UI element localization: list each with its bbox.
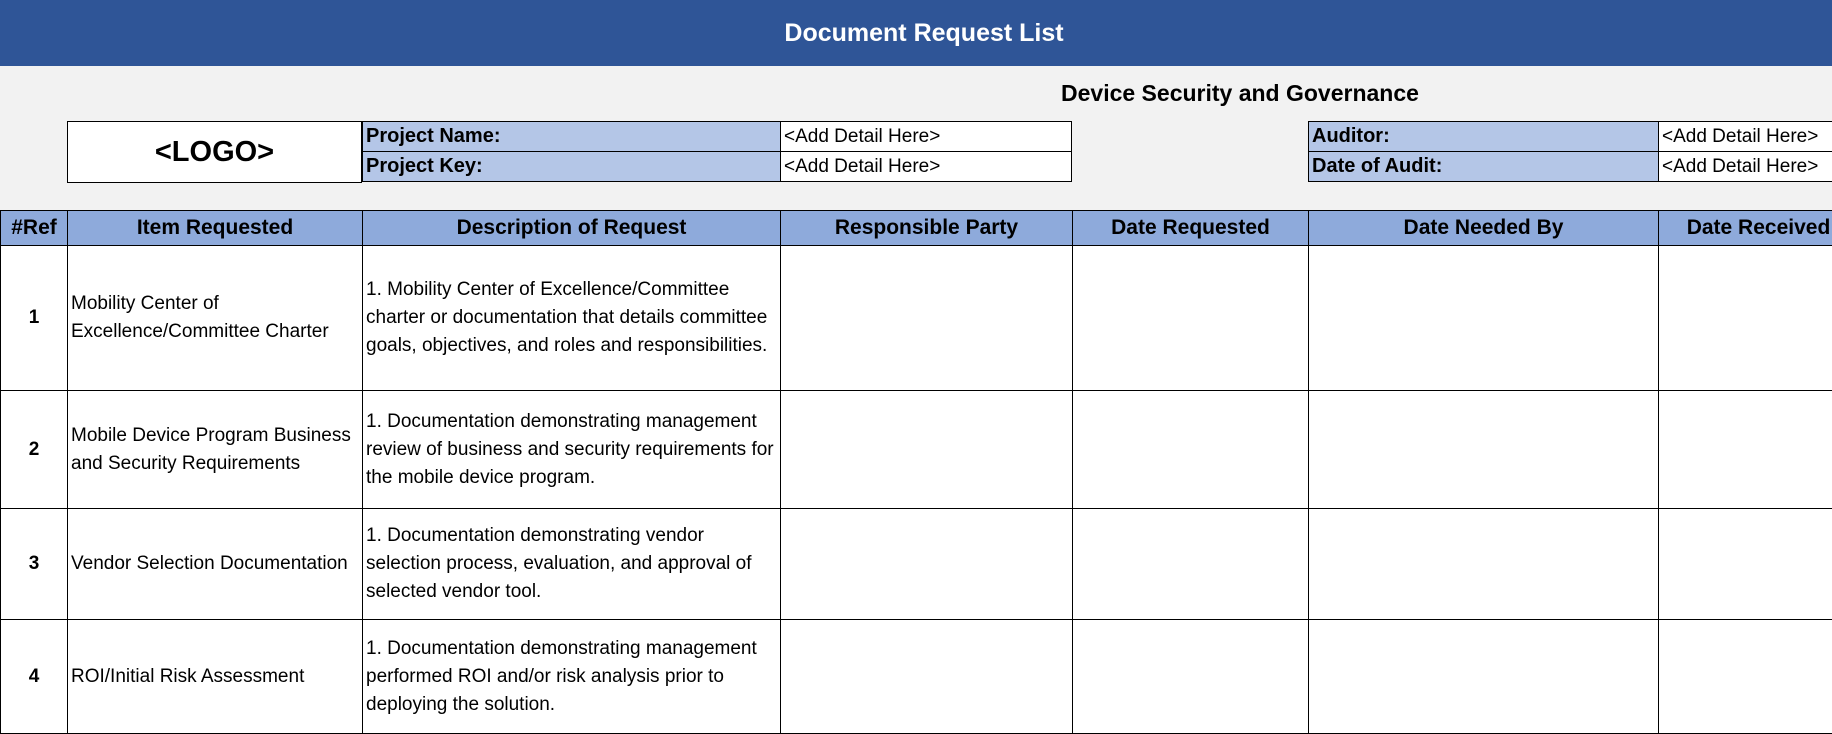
description-cell[interactable]: 1. Documentation demonstrating management review of business and security requirements for the mobile device program. [363, 391, 781, 509]
date-needed-by-cell[interactable] [1309, 246, 1659, 391]
column-header-ref: #Ref [1, 211, 68, 246]
logo-placeholder[interactable]: <LOGO> [67, 121, 362, 183]
ref-cell: 1 [1, 246, 68, 391]
auditor-label: Auditor: [1309, 122, 1659, 151]
project-name-row [362, 121, 1072, 152]
column-header-item-requested: Item Requested [68, 211, 363, 246]
responsible-party-cell[interactable] [781, 246, 1073, 391]
description-cell[interactable]: 1. Mobility Center of Excellence/Committee charter or documentation that details committee goals, objectives, and roles and responsibilities. [363, 246, 781, 391]
date-of-audit-value[interactable]: <Add Detail Here> [1659, 152, 1832, 181]
date-received-cell[interactable] [1659, 509, 1832, 620]
auditor-value[interactable]: <Add Detail Here> [1659, 122, 1832, 151]
date-needed-by-cell[interactable] [1309, 391, 1659, 509]
document-subtitle: Device Security and Governance [1061, 80, 1419, 107]
column-header-responsible-party: Responsible Party [781, 211, 1073, 246]
table-header-row [1, 211, 1832, 246]
date-of-audit-row [1308, 151, 1832, 182]
date-requested-cell[interactable] [1073, 620, 1309, 734]
project-name-value[interactable]: <Add Detail Here> [781, 122, 1071, 151]
column-header-date-needed-by: Date Needed By [1309, 211, 1659, 246]
table-row [1, 509, 1832, 620]
table-row [1, 246, 1832, 391]
ref-cell: 3 [1, 509, 68, 620]
auditor-row [1308, 121, 1832, 152]
description-cell[interactable]: 1. Documentation demonstrating management performed ROI and/or risk analysis prior to deploying the solution. [363, 620, 781, 734]
project-key-value[interactable]: <Add Detail Here> [781, 152, 1071, 181]
column-header-description: Description of Request [363, 211, 781, 246]
document-title-banner [0, 0, 1832, 66]
item-cell[interactable]: Mobility Center of Excellence/Committee Charter [68, 246, 363, 391]
request-table [0, 210, 1832, 734]
item-cell[interactable]: Vendor Selection Documentation [68, 509, 363, 620]
responsible-party-cell[interactable] [781, 509, 1073, 620]
date-needed-by-cell[interactable] [1309, 509, 1659, 620]
ref-cell: 2 [1, 391, 68, 509]
date-received-cell[interactable] [1659, 391, 1832, 509]
date-requested-cell[interactable] [1073, 509, 1309, 620]
date-received-cell[interactable] [1659, 620, 1832, 734]
date-requested-cell[interactable] [1073, 391, 1309, 509]
column-header-date-received: Date Received [1659, 211, 1832, 246]
responsible-party-cell[interactable] [781, 391, 1073, 509]
table-row [1, 391, 1832, 509]
project-name-label: Project Name: [363, 122, 781, 151]
date-received-cell[interactable] [1659, 246, 1832, 391]
description-cell[interactable]: 1. Documentation demonstrating vendor selection process, evaluation, and approval of selected vendor tool. [363, 509, 781, 620]
date-needed-by-cell[interactable] [1309, 620, 1659, 734]
project-key-row [362, 151, 1072, 182]
item-cell[interactable]: ROI/Initial Risk Assessment [68, 620, 363, 734]
date-requested-cell[interactable] [1073, 246, 1309, 391]
document-title: Document Request List [784, 19, 1063, 48]
project-key-label: Project Key: [363, 152, 781, 181]
ref-cell: 4 [1, 620, 68, 734]
column-header-date-requested: Date Requested [1073, 211, 1309, 246]
responsible-party-cell[interactable] [781, 620, 1073, 734]
item-cell[interactable]: Mobile Device Program Business and Security Requirements [68, 391, 363, 509]
table-row [1, 620, 1832, 734]
date-of-audit-label: Date of Audit: [1309, 152, 1659, 181]
